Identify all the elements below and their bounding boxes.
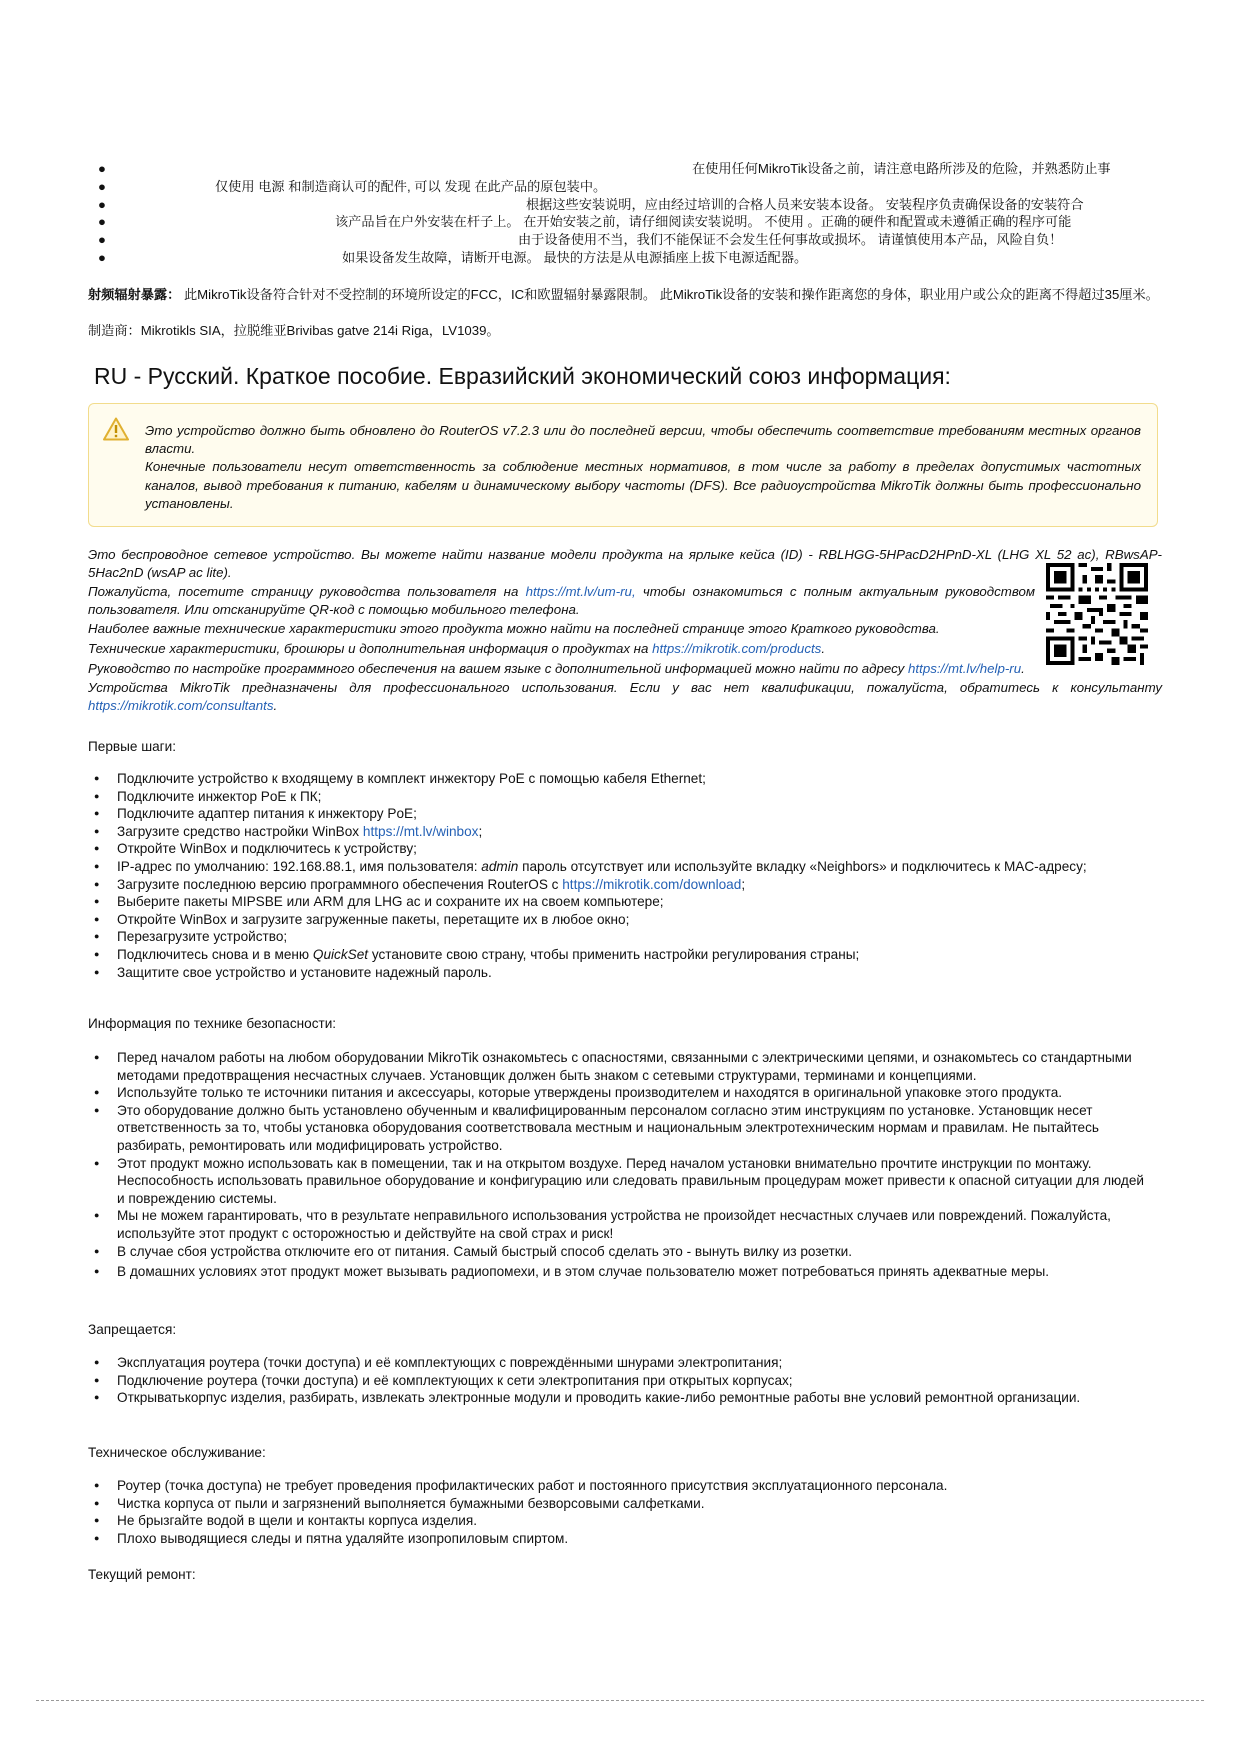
warning-text xyxy=(145,422,1141,513)
qr-code-icon[interactable] xyxy=(1046,563,1148,665)
list-item: ● Откройте WinBox и загрузите загруженные пакеты, перетащите их в любое окно; xyxy=(88,911,1150,929)
list-item: ● Мы не можем гарантировать, что в результате неправильного использования устройства не произойдет несчастных случаев или повреждений. Пожалуйста, используйте этот продукт с осторожностью и действуйте на свой страх и риск! xyxy=(88,1207,1150,1242)
list-item: ● Подключите адаптер питания к инжектору PoE; xyxy=(88,805,1150,823)
repair-title: Текущий ремонт: xyxy=(88,1567,196,1582)
help-link[interactable]: https://mt.lv/help-ru xyxy=(908,660,1022,676)
zh-rf-text: 此MikroTik设备符合针对不受控制的环境所设定的FCC，IC和欧盟辐射暴露限制。 此MikroTik设备的安装和操作距离您的身体，职业用户或公众的距离不得超过35厘米。 xyxy=(180,287,1159,302)
list-item: ● Роутер (точка доступа) не требует проведения профилактических работ и постоянного присутствия эксплуатационного персонала. xyxy=(88,1477,1150,1495)
list-item: ● Перезагрузите устройство; xyxy=(88,928,1150,946)
list-item: ● Эксплуатация роутера (точки доступа) и её комплектующих с повреждёнными шнурами электропитания; xyxy=(88,1354,1150,1372)
intro-p6: Устройства MikroTik предназначены для профессионального использования. Если у вас нет квалификации, пожалуйста, обратитесь к консультанту https://mikrotik.com/consultants. xyxy=(88,680,1162,713)
zh-bullet-text: 由于设备使用不当，我们不能保证不会发生任何事故或损坏。 请谨慎使用本产品，风险自负！ xyxy=(518,232,1063,248)
list-item: ● Выберите пакеты MIPSBE или ARM для LHG ac и сохраните их на своем компьютере; xyxy=(88,893,1150,911)
zh-bullet: ● 由于设备使用不当，我们不能保证不会发生任何事故或损坏。 请谨慎使用本产品，风险自负！ xyxy=(98,232,1063,248)
zh-bullet-text: 仅使用 电源 和制造商认可的配件, 可以 发现 在此产品的原包装中。 xyxy=(215,178,607,194)
list-item: ● Защитите свое устройство и установите надежный пароль. xyxy=(88,964,1150,982)
list-item: ● В домашних условиях этот продукт может вызывать радиопомехи, и в этом случае пользователю может потребоваться принять адекватные меры. xyxy=(88,1263,1150,1281)
intro-p5: Руководство по настройке программного обеспечения на вашем языке с дополнительной информацией можно найти по адресу https://mt.lv/help-ru. xyxy=(88,660,1025,676)
list-item: ● Чистка корпуса от пыли и загрязнений выполняется бумажными безворсовыми салфетками. xyxy=(88,1495,1150,1513)
quickset-menu: QuickSet xyxy=(312,946,369,962)
prohibited-list xyxy=(88,1354,1150,1407)
warning-p1: Это устройство должно быть обновлено до RouterOS v7.2.3 или до последней версии, чтобы обеспечить соответствие требованиям местных органов власти. xyxy=(145,423,1141,457)
zh-bullet-text: 如果设备发生故障，请断开电源。 最快的方法是从电源插座上拔下电源适配器。 xyxy=(342,249,808,265)
list-item: ● Открыватькорпус изделия, разбирать, извлекать электронные модули и проводить какие-либо ремонтные работы вне условий ремонтной организации. xyxy=(88,1389,1150,1407)
warning-p2: Конечные пользователи несут ответственность за соблюдение местных нормативов, в том числе за работу в пределах допустимых частотных каналов, вывод требования к питанию, кабелям и динамическому выбору частоты (DFS). Все радиоустройства MikroTik должны быть профессионально установлены. xyxy=(145,459,1141,511)
zh-bullet-text: 根据这些安装说明，应由经过培训的合格人员来安装本设备。 安装程序负责确保设备的安装符合 xyxy=(526,196,1084,212)
list-item: ● Загрузите средство настройки WinBox https://mt.lv/winbox; xyxy=(88,823,1150,841)
list-item: ● Используйте только те источники питания и аксессуары, которые утверждены производителем и находятся в оригинальной упаковке этого продукта. xyxy=(88,1084,1150,1102)
zh-rf-label: 射频辐射暴露： xyxy=(88,287,181,302)
maintenance-list xyxy=(88,1477,1150,1547)
list-item: ● Не брызгайте водой в щели и контакты корпуса изделия. xyxy=(88,1512,1150,1530)
zh-bullet-text: 该产品旨在户外安装在杆子上。 在开始安装之前，请仔细阅读安装说明。 不使用 。正确的硬件和配置或未遵循正确的程序可能 xyxy=(335,214,1072,230)
list-item: ● Подключение роутера (точки доступа) и её комплектующих к сети электропитания при открытых корпусах; xyxy=(88,1372,1150,1390)
intro-p1: Это беспроводное сетевое устройство. Вы можете найти название модели продукта на ярлыке кейса (ID) - RBLHGG-5HPacD2HPnD-XL (LHG XL 52 ac), RBwsAP-5Hac2nD (wsAP ac lite). xyxy=(88,547,1162,580)
zh-bullet: ● 如果设备发生故障，请断开电源。 最快的方法是从电源插座上拔下电源适配器。 xyxy=(98,249,808,265)
section-title-ru: RU - Русский. Краткое пособие. Евразийский экономический союз информация: xyxy=(94,363,951,389)
default-username: admin xyxy=(481,858,519,874)
list-item: ● Подключитесь снова и в меню QuickSet установите свою страну, чтобы применить настройки регулирования страны; xyxy=(88,946,1150,964)
page-divider xyxy=(36,1700,1204,1701)
intro-p3: Наиболее важные технические характеристики этого продукта можно найти на последней странице этого Краткого руководства. xyxy=(88,621,940,637)
intro-block xyxy=(88,546,1162,716)
zh-manufacturer: 制造商：Mikrotikls SIA，拉脱维亚Brivibas gatve 214i Riga，LV1039。 xyxy=(88,323,500,338)
safety-title: Информация по технике безопасности: xyxy=(88,1016,337,1031)
zh-bullet: ● 根据这些安装说明，应由经过培训的合格人员来安装本设备。 安装程序负责确保设备的安装符合 xyxy=(98,196,1084,212)
list-item: ● Подключите устройство к входящему в комплект инжектору PoE с помощью кабеля Ethernet; xyxy=(88,770,1150,788)
list-item: ● Перед началом работы на любом оборудовании MikroTik ознакомьтесь с опасностями, связанными с электрическими цепями, и ознакомьтесь со стандартными методами предотвращения несчастных случаев. Установщик должен быть знаком с сетевыми структурами, терминами и концепциями. xyxy=(88,1049,1150,1084)
warning-panel xyxy=(88,403,1158,527)
first-steps-title: Первые шаги: xyxy=(88,739,177,754)
list-item: ● Этот продукт можно использовать как в помещении, так и на открытом воздухе. Перед началом установки внимательно прочтите инструкции по монтажу. Неспособность использовать правильное оборудование и конфигурацию или следовать правильным процедурам может привести к опасной ситуации для людей и повреждению системы. xyxy=(88,1155,1150,1208)
download-link[interactable]: https://mikrotik.com/download xyxy=(562,876,742,892)
maintenance-title: Техническое обслуживание: xyxy=(88,1445,266,1460)
winbox-link[interactable]: https://mt.lv/winbox xyxy=(362,823,479,839)
user-manual-link[interactable]: https://mt.lv/um-ru, xyxy=(525,584,636,600)
zh-bullet: ● 仅使用 电源 和制造商认可的配件, 可以 发现 在此产品的原包装中。 xyxy=(98,178,607,194)
warning-icon xyxy=(103,417,129,441)
list-item: ● Это оборудование должно быть установлено обученным и квалифицированным персоналом согласно этим инструкциям по установке. Установщик несет ответственность за то, чтобы установка оборудования соответствовала местным и национальным электротехническим нормам и правилам. Не пытайтесь разбирать, ремонтировать или модифицировать устройство. xyxy=(88,1102,1150,1155)
list-item: ● В случае сбоя устройства отключите его от питания. Самый быстрый способ сделать это - вынуть вилку из розетки. xyxy=(88,1243,1150,1261)
list-item: ● IP-адрес по умолчанию: 192.168.88.1, имя пользователя: admin пароль отсутствует или используйте вкладку «Neighbors» и подключитесь к MAC-адресу; xyxy=(88,858,1150,876)
list-item: ● Загрузите последнюю версию программного обеспечения RouterOS с https://mikrotik.com/download; xyxy=(88,876,1150,894)
zh-safety-list xyxy=(88,160,1160,267)
list-item: ● Откройте WinBox и подключитесь к устройству; xyxy=(88,840,1150,858)
intro-p4: Технические характеристики, брошюры и дополнительная информация о продуктах на https://mikrotik.com/products. xyxy=(88,640,826,656)
consultants-link[interactable]: https://mikrotik.com/consultants xyxy=(88,697,274,713)
first-steps-list xyxy=(88,770,1150,981)
safety-list xyxy=(88,1049,1150,1281)
zh-bullet: ● 在使用任何MikroTik设备之前，请注意电路所涉及的危险，并熟悉防止事 xyxy=(98,161,1111,176)
prohibited-title: Запрещается: xyxy=(88,1322,177,1337)
zh-bullet-text: 在使用任何MikroTik设备之前，请注意电路所涉及的危险，并熟悉防止事 xyxy=(692,161,1111,176)
zh-rf-exposure xyxy=(88,286,1160,304)
list-item: ● Подключите инжектор PoE к ПК; xyxy=(88,788,1150,806)
intro-p2: Пожалуйста, посетите страницу руководства пользователя на https://mt.lv/um-ru, чтобы ознакомиться с полным актуальным руководством пользователя. Или отсканируйте QR-код с помощью мобильного телефона. xyxy=(88,584,1035,617)
products-link[interactable]: https://mikrotik.com/products xyxy=(652,640,822,656)
list-item: ● Плохо выводящиеся следы и пятна удаляйте изопропиловым спиртом. xyxy=(88,1530,1150,1548)
zh-bullet: ● 该产品旨在户外安装在杆子上。 在开始安装之前，请仔细阅读安装说明。 不使用 。正确的硬件和配置或未遵循正确的程序可能 xyxy=(98,214,1072,230)
